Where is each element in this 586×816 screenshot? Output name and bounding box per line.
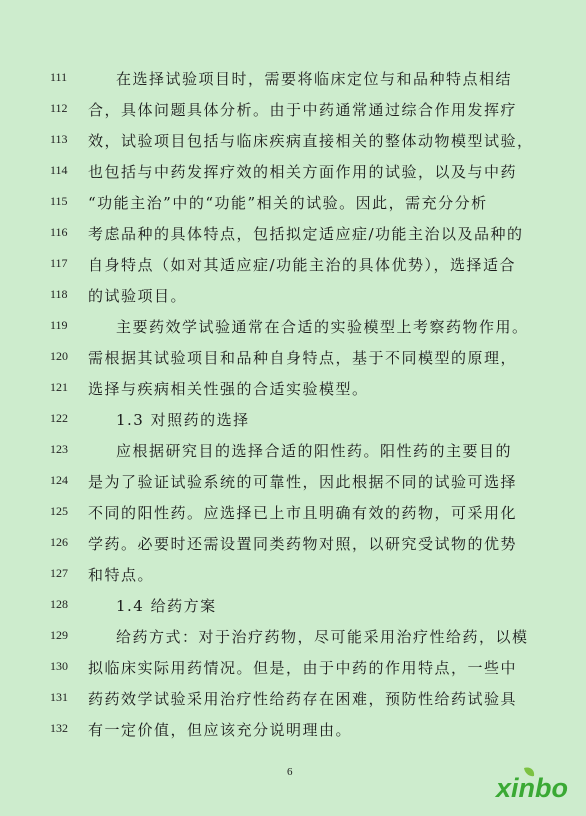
text-line [0,684,586,715]
text-line [0,436,586,467]
line-text: 自身特点（如对其适应症/功能主治的具体优势），选择适合 [88,256,517,274]
line-number: 112 [50,101,68,115]
text-line [0,591,586,622]
line-number: 116 [50,225,68,239]
line-text: 给药方式：对于治疗药物，尽可能采用治疗性给药，以模 [116,628,529,646]
text-line [0,405,586,436]
text-line [0,529,586,560]
line-number: 126 [50,535,68,549]
text-line [0,622,586,653]
line-text: 不同的阳性药。应选择已上市且明确有效的药物，可采用化 [88,504,518,522]
text-line [0,653,586,684]
text-line [0,126,586,157]
xinbo-logo [494,764,580,804]
line-text: 是为了验证试验系统的可靠性，因此根据不同的试验可选择 [88,473,518,491]
line-text: 考虑品种的具体特点，包括拟定适应症/功能主治以及品种的 [88,225,524,243]
line-text: 效，试验项目包括与临床疾病直接相关的整体动物模型试验， [88,132,534,150]
text-line [0,157,586,188]
text-line [0,467,586,498]
line-number: 130 [50,659,68,673]
text-line [0,560,586,591]
text-line [0,312,586,343]
line-number: 123 [50,442,68,456]
text-line [0,250,586,281]
line-text: 拟临床实际用药情况。但是，由于中药的作用特点，一些中 [88,659,518,677]
text-line [0,95,586,126]
line-number: 124 [50,473,68,487]
line-number: 125 [50,504,68,518]
line-number: 122 [50,411,68,425]
line-number: 113 [50,132,68,146]
line-number: 120 [50,349,68,363]
line-text: 的试验项目。 [88,287,188,305]
line-text: 选择与疾病相关性强的合适实验模型。 [88,380,369,398]
text-line [0,715,586,746]
line-text: 1.4 给药方案 [116,597,217,615]
line-text: 合，具体问题具体分析。由于中药通常通过综合作用发挥疗 [88,101,518,119]
line-number: 117 [50,256,68,270]
text-line [0,343,586,374]
line-number: 132 [50,721,68,735]
line-text: 需根据其试验项目和品种自身特点，基于不同模型的原理， [88,349,518,367]
text-line [0,64,586,95]
line-number: 115 [50,194,68,208]
line-text: 和特点。 [88,566,155,584]
line-text: 有一定价值，但应该充分说明理由。 [88,721,353,739]
text-line [0,374,586,405]
line-number: 131 [50,690,68,704]
line-number: 128 [50,597,68,611]
line-text: 药药效学试验采用治疗性给药存在困难，预防性给药试验具 [88,690,518,708]
line-text: 学药。必要时还需设置同类药物对照，以研究受试物的优势 [88,535,518,553]
line-number: 129 [50,628,68,642]
line-number: 127 [50,566,68,580]
text-line [0,188,586,219]
line-number: 119 [50,318,68,332]
text-line [0,498,586,529]
line-text: 在选择试验项目时，需要将临床定位与和品种特点相结 [116,70,513,88]
line-number: 118 [50,287,68,301]
page-number: 6 [287,766,293,778]
line-number: 114 [50,163,68,177]
line-text: “功能主治”中的“功能”相关的试验。因此，需充分分析 [88,194,488,212]
line-text: 也包括与中药发挥疗效的相关方面作用的试验，以及与中药 [88,163,518,181]
line-text: 应根据研究目的选择合适的阳性药。阳性药的主要目的 [116,442,513,460]
text-line [0,219,586,250]
line-number: 121 [50,380,68,394]
line-number: 111 [50,70,68,84]
line-text: 主要药效学试验通常在合适的实验模型上考察药物作用。 [116,318,529,336]
line-text: 1.3 对照药的选择 [116,411,250,429]
logo-wordmark: xinbo [496,773,568,803]
text-line [0,281,586,312]
